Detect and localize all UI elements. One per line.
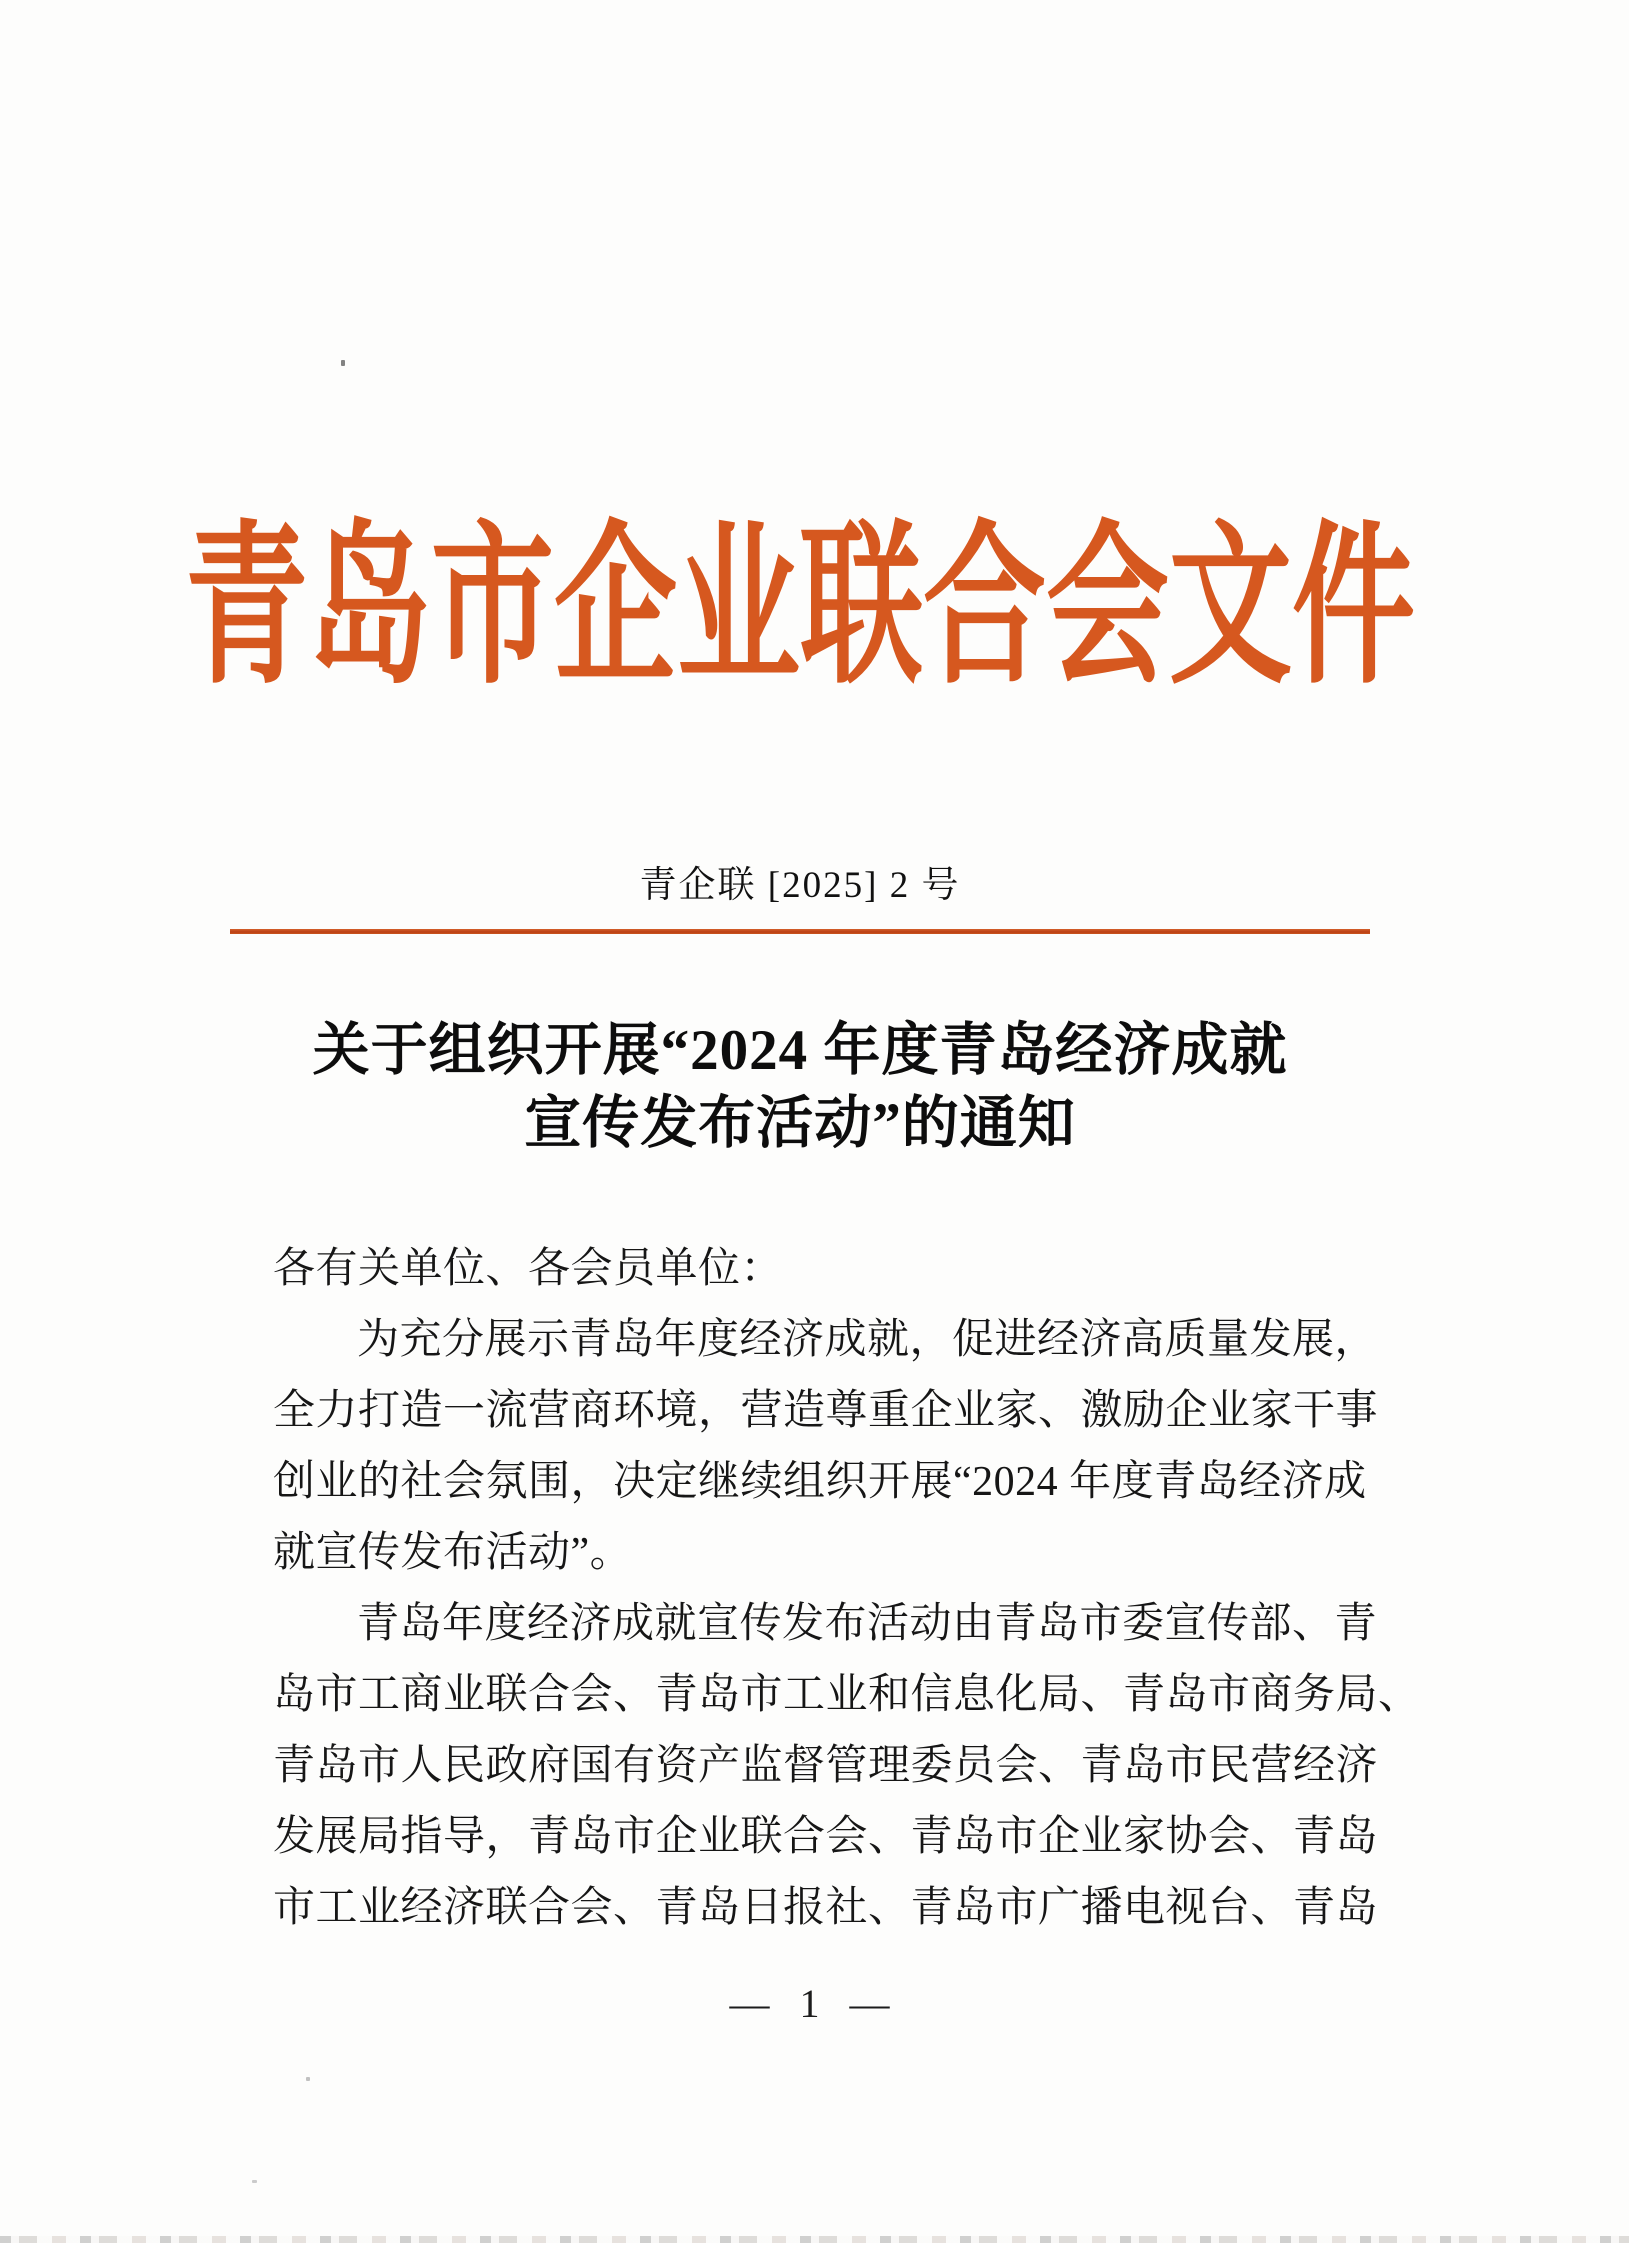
notice-title	[230, 1014, 1370, 1160]
scan-edge-noise	[0, 2236, 1629, 2243]
body-line: 岛市工商业联合会、青岛市工业和信息化局、青岛市商务局、	[273, 1672, 1421, 1718]
body-line: 市工业经济联合会、青岛日报社、青岛市广播电视台、青岛	[273, 1885, 1379, 1931]
letterhead-title: 青岛市企业联合会文件	[185, 510, 1415, 705]
page-number: — 1 —	[729, 1981, 900, 2026]
notice-title-line-2: 宣传发布活动”的通知	[524, 1092, 1076, 1155]
scan-speck	[341, 360, 345, 366]
body-line: 发展局指导，青岛市企业联合会、青岛市企业家协会、青岛	[273, 1814, 1379, 1860]
body-line: 青岛市人民政府国有资产监督管理委员会、青岛市民营经济	[273, 1743, 1379, 1789]
body-line: 为充分展示青岛年度经济成就，促进经济高质量发展，	[357, 1317, 1378, 1363]
scan-speck	[252, 2180, 257, 2183]
red-divider-rule	[230, 929, 1370, 934]
body-line: 就宣传发布活动”。	[273, 1530, 633, 1576]
letterhead-banner	[185, 500, 1415, 715]
scan-speck	[306, 2077, 310, 2081]
salutation-line: 各有关单位、各会员单位：	[273, 1246, 784, 1292]
document-body	[273, 1234, 1421, 1944]
body-line: 创业的社会氛围，决定继续组织开展“2024 年度青岛经济成	[273, 1459, 1367, 1505]
body-line: 全力打造一流营商环境，营造尊重企业家、激励企业家干事	[273, 1388, 1379, 1434]
notice-title-line-1: 关于组织开展“2024 年度青岛经济成就	[312, 1019, 1288, 1082]
body-line: 青岛年度经济成就宣传发布活动由青岛市委宣传部、青	[357, 1601, 1378, 1647]
document-number: 青企联 [2025] 2 号	[639, 865, 961, 906]
